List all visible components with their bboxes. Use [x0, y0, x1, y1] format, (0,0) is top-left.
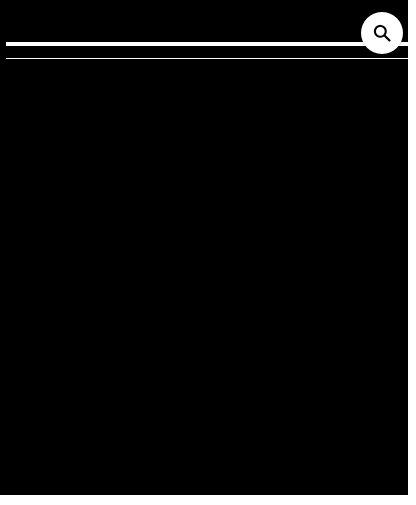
- divider-thin: [6, 58, 408, 59]
- column-header: [6, 46, 408, 58]
- search-button[interactable]: [361, 12, 403, 54]
- panel-title: [5, 0, 408, 40]
- search-icon: [372, 23, 392, 43]
- amount-header: [284, 46, 376, 58]
